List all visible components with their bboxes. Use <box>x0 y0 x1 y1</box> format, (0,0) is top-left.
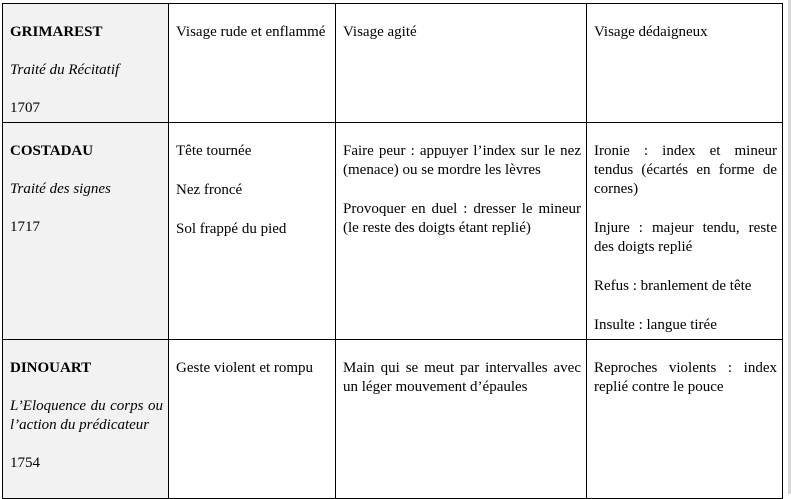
gesture-cell <box>336 4 587 123</box>
entry: Visage dédaigneux <box>594 24 708 40</box>
year: 1754 <box>10 455 40 471</box>
entry: Faire peur : appuyer l’index sur le nez (menace) ou se mordre les lèvres <box>343 143 581 178</box>
face-cell <box>169 340 336 499</box>
entry: Visage rude et enflammé <box>176 24 326 40</box>
gesture-table <box>2 3 783 499</box>
contempt-cell <box>587 123 783 340</box>
source-cell <box>3 4 169 123</box>
entry: Insulte : langue tirée <box>594 317 717 333</box>
table-row <box>3 340 783 499</box>
contempt-cell <box>587 4 783 123</box>
entry: Provoquer en duel : dresser le mineur (le reste des doigts étant replié) <box>343 201 581 236</box>
entry: Tête tournée <box>176 143 252 159</box>
contempt-cell <box>587 340 783 499</box>
work-title: L’Eloquence du corps ou l’action du prédicateur <box>10 398 163 433</box>
entry: Refus : branlement de tête <box>594 278 752 294</box>
year: 1717 <box>10 219 40 235</box>
entry: Reproches violents : index replié contre le pouce <box>594 360 777 395</box>
face-cell <box>169 4 336 123</box>
gesture-cell <box>336 340 587 499</box>
work-title: Traité des signes <box>10 181 111 197</box>
gesture-cell <box>336 123 587 340</box>
work-title: Traité du Récitatif <box>10 62 120 78</box>
face-cell <box>169 123 336 340</box>
author-name: GRIMAREST <box>10 24 103 40</box>
entry: Nez froncé <box>176 182 243 198</box>
author-name: DINOUART <box>10 360 92 376</box>
table-row <box>3 123 783 340</box>
author-name: COSTADAU <box>10 143 94 159</box>
table-row <box>3 4 783 123</box>
entry: Visage agité <box>343 24 417 40</box>
entry: Sol frappé du pied <box>176 221 287 237</box>
source-cell <box>3 123 169 340</box>
entry: Ironie : index et mineur tendus (écartés en forme de cornes) <box>594 143 777 197</box>
entry: Geste violent et rompu <box>176 360 314 376</box>
entry: Injure : majeur tendu, reste des doigts replié <box>594 220 777 255</box>
year: 1707 <box>10 100 40 116</box>
entry: Main qui se meut par intervalles avec un léger mouvement d’épaules <box>343 360 581 395</box>
source-cell <box>3 340 169 499</box>
